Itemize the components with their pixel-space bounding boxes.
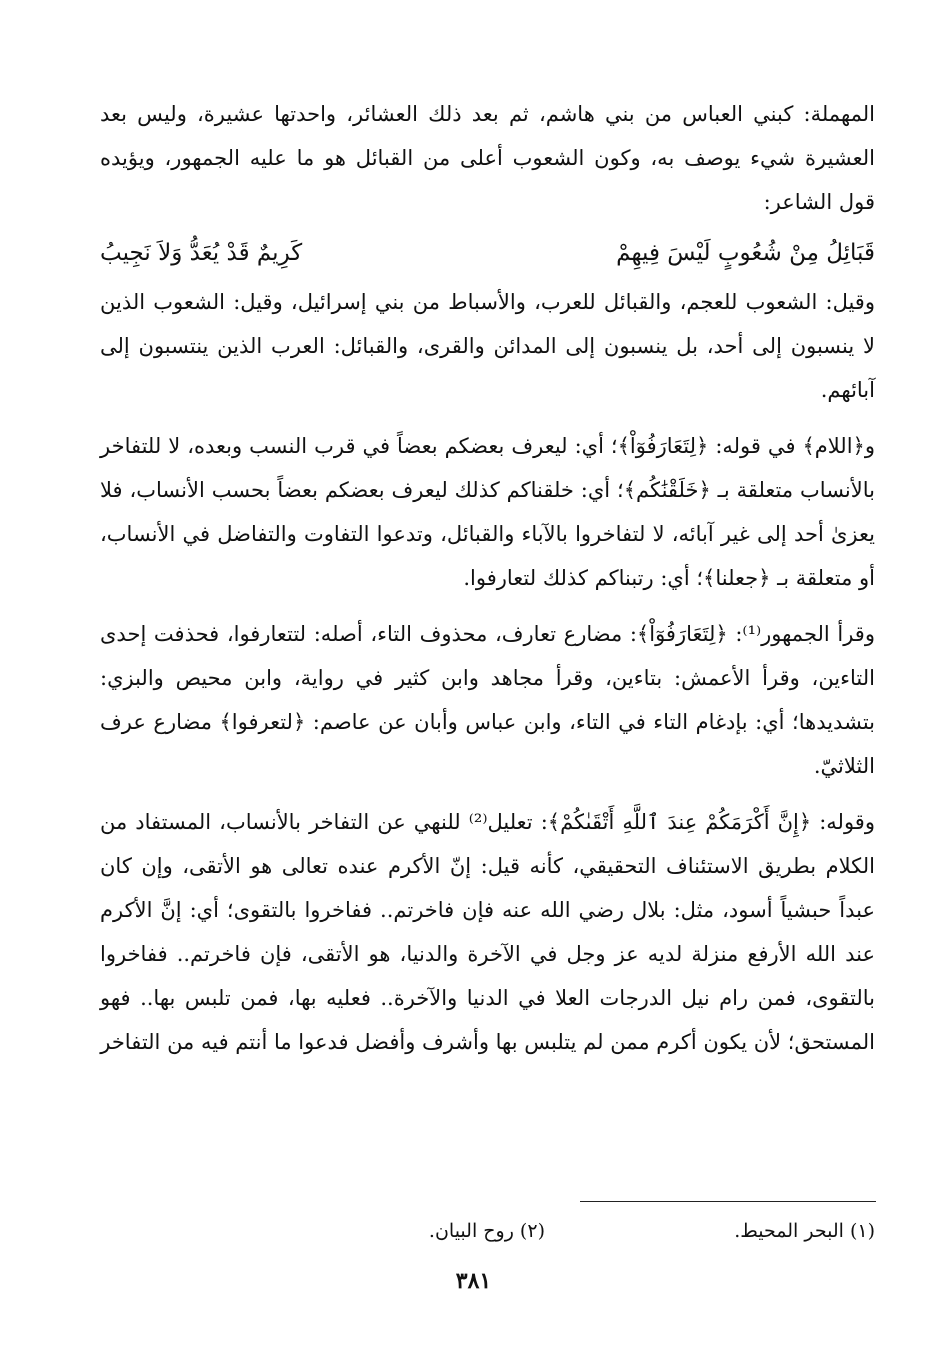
paragraph-1: المهملة: كبني العباس من بني هاشم، ثم بعد ذلك العشائر، واحدتها عشيرة، وليس بعد العشيرة شيء يوصف به، وكون الشعوب أعلى من القبائل هو ما عليه الجمهور، ويؤيده قول الشاعر: [100,102,875,214]
verse-second-hemistich: كَرِيمٌ قَدْ يُعَدُّ وَلاَ نَجِيبُ [100,240,303,266]
footnote-separator [580,1201,876,1202]
paragraph-3: و﴿اللام﴾ في قوله: ﴿لِتَعَارَفُوٓاْ﴾؛ أي: ليعرف بعضكم بعضاً في قرب النسب وبعده، لا للتفاخر بالأنساب متعلقة بـ ﴿خَلَقْنَٰكُم﴾؛ أي: خلقناكم كذلك ليعرف بعضكم بعضاً بحسب الأنساب، فلا يعزىٰ أحد إلى غير آبائه، لا لتفاخروا بالآباء والقبائل، وتدعوا التفاوت والتفاضل في الأنساب، أو متعلقة بـ ﴿جعلنا﴾؛ أي: رتبناكم كذلك لتعارفوا. [100,434,875,590]
footnote-2: (٢) روح البيان. [428,1220,545,1242]
paragraph-5: وقوله: ﴿إِنَّ أَكْرَمَكُمْ عِندَ ٱللَّهِ أَتْقَىٰكُمْ﴾: تعليل⁽²⁾ للنهي عن التفاخر بالأنساب، المستفاد من الكلام بطريق الاستئناف التحقيقي، كأنه قيل: إنّ الأكرم عنده تعالى هو الأتقى، وإن كان عبداً حبشياً أسود، مثل: بلال رضي الله عنه فإن فاخرتم.. ففاخروا بالتقوى؛ أي: إنَّ الأكرم عند الله الأرفع منزلة لديه عز وجل في الآخرة والدنيا، هو الأتقى، فإن فاخرتم.. ففاخروا بالتقوى، فمن رام نيل الدرجات العلا في الدنيا والآخرة.. فعليه بها، فمن تلبس بها.. فهو المستحق؛ لأن يكون أكرم ممن لم يتلبس بها وأشرف وأفضل فدعوا ما أنتم فيه من التفاخر [100,810,875,1054]
paragraph-4: وقرأ الجمهور⁽¹⁾: ﴿لِتَعَارَفُوٓاْ﴾: مضارع تعارف، محذوف التاء، أصله: لتتعارفوا، فحذفت إحدى التاءين، وقرأ الأعمش: بتاءين، وقرأ مجاهد وابن كثير في رواية، وابن محيص والبزي: بتشديدها؛ أي: بإدغام التاء في التاء، وابن عباس وأبان عن عاصم: ﴿لتعرفوا﴾ مضارع عرف الثلاثيّ. [100,622,875,778]
verse-first-hemistich: قَبَائِلُ مِنْ شُعُوبٍ لَيْسَ فِيهِمْ [616,240,875,266]
page-number: ٣٨١ [455,1268,492,1294]
footnotes [100,1213,875,1249]
footnote-1: (١) البحر المحيط. [734,1220,875,1242]
page-body [100,92,875,1064]
paragraph-2: وقيل: الشعوب للعجم، والقبائل للعرب، والأسباط من بني إسرائيل، وقيل: الشعوب الذين لا ينسبون إلى أحد، بل ينسبون إلى المدائن والقرى، والقبائل: العرب الذين ينتسبون إلى آبائهم. [100,290,875,402]
poetry-verse [100,230,875,276]
